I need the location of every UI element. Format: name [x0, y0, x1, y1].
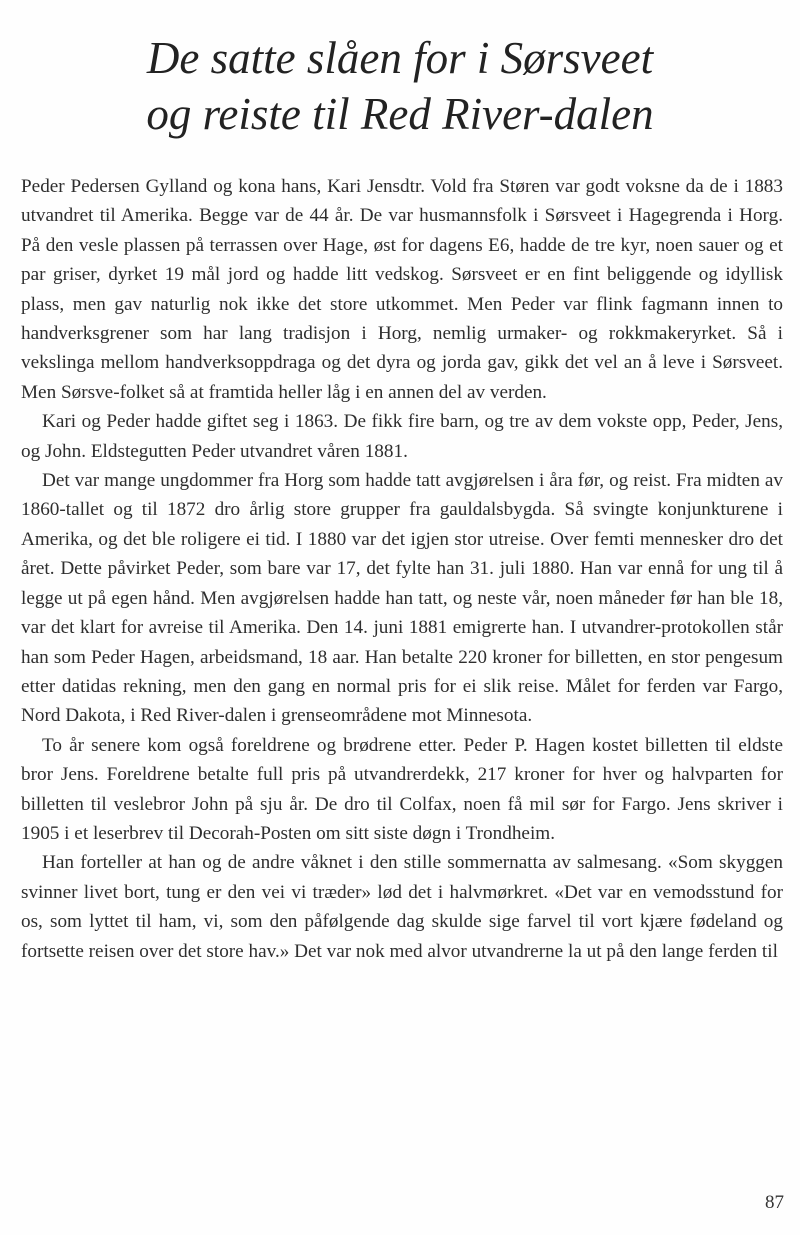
chapter-title-line-2: og reiste til Red River-dalen: [146, 89, 654, 139]
paragraph-1: Peder Pedersen Gylland og kona hans, Kari Jensdtr. Vold fra Støren var godt voksne da de i 1883 utvandret til Amerika. Begge var de 44 år. De var husmannsfolk i Sørsveet i Hagegrenda i Horg. På den vesle plassen på terrassen over Hage, øst for dagens E6, hadde de tre kyr, noen sauer og et par griser, dyrket 19 mål jord og hadde litt vedskog. Sørsveet er en fint beliggende og idyllisk plass, men gav naturlig nok ikke det store utkommet. Men Peder var flink fagmann innen to handverksgrener som har lang tradisjon i Horg, nemlig urmaker- og rokkmakeryrket. Så i vekslinga mellom handverksoppdraga og det dyra og jorda gav, gikk det vel an å leve i Sørsveet. Men Sørsve-folket så at framtida heller låg i en annen del av verden.: [21, 176, 783, 403]
paragraph-5: Han forteller at han og de andre våknet i den stille sommernatta av salmesang. «Som skyggen svinner livet bort, tung er den vei vi træder» lød det i halvmørkret. «Det var en vemodsstund for os, som lyttet til ham, vi, som den påfølgende dag skulde sige farvel til vort kjære fødeland og fortsette reisen over det store hav.» Det var nok med alvor utvandrerne la ut på den lange ferden til: [21, 852, 783, 962]
chapter-title: [0, 30, 800, 142]
body-text: [21, 172, 783, 966]
paragraph-2: Kari og Peder hadde giftet seg i 1863. De fikk fire barn, og tre av dem vokste opp, Peder, Jens, og John. Eldstegutten Peder utvandret våren 1881.: [21, 411, 783, 462]
paragraph-3: Det var mange ungdommer fra Horg som hadde tatt avgjørelsen i åra før, og reist. Fra midten av 1860-tallet og til 1872 dro årlig store grupper fra gauldalsbygda. Så svingte konjunkturene i Amerika, og det ble roligere ei tid. I 1880 var det igjen stor utreise. Over femti mennesker dro det året. Dette påvirket Peder, som bare var 17, det fylte han 31. juli 1880. Han var ennå for ung til å legge ut på egen hånd. Men avgjørelsen hadde han tatt, og neste vår, noen måneder før han ble 18, var det klart for avreise til Amerika. Den 14. juni 1881 emigrerte han. I utvandrer-protokollen står han som Peder Hagen, arbeidsmand, 18 aar. Han betalte 220 kroner for billetten, en stor pengesum etter datidas rekning, men den gang en normal pris for ei slik reise. Målet for ferden var Fargo, Nord Dakota, i Red River-dalen i grenseområdene mot Minnesota.: [21, 470, 783, 727]
page-number: 87: [765, 1192, 784, 1213]
chapter-title-line-1: De satte slåen for i Sørsveet: [146, 33, 654, 83]
paragraph-4: To år senere kom også foreldrene og brødrene etter. Peder P. Hagen kostet billetten til eldste bror Jens. Foreldrene betalte full pris på utvandrerdekk, 217 kroner for hver og halvparten for billetten til veslebror John på sju år. De dro til Colfax, noen få mil sør for Fargo. Jens skriver i 1905 i et leserbrev til Decorah-Posten om sitt siste døgn i Trondheim.: [21, 734, 783, 844]
